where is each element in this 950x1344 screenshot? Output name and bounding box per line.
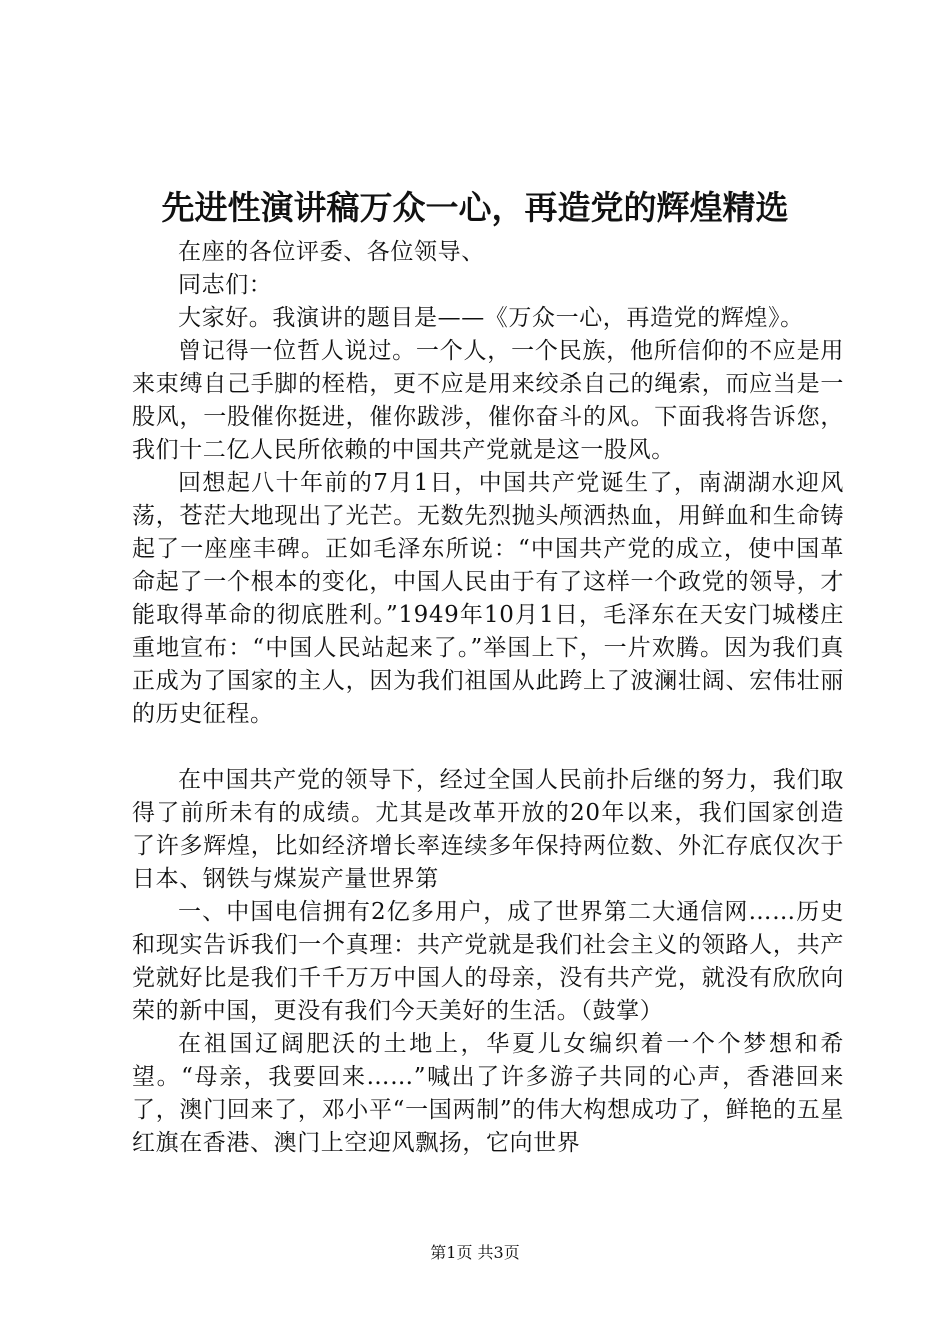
paragraph: 一、中国电信拥有2亿多用户，成了世界第二大通信网……历史和现实告诉我们一个真理：共产党就是我们社会主义的领路人，共产党就好比是我们千千万万中国人的母亲，没有共产党，就没有欣欣向荣的新中国，更没有我们今天美好的生活。（鼓掌） <box>132 899 844 1024</box>
page-footer: 第1页 共3页 <box>430 1243 520 1262</box>
document-title: 先进性演讲稿万众一心，再造党的辉煌精选 <box>161 188 789 227</box>
paragraph: 大家好。我演讲的题目是——《万众一心，再造党的辉煌》。 <box>178 305 804 331</box>
salutation-line: 在座的各位评委、各位领导、 <box>178 239 485 265</box>
salutation-line: 同志们： <box>178 272 273 298</box>
paragraph: 回想起八十年前的7月1日，中国共产党诞生了，南湖湖水迎风荡，苍茫大地现出了光芒。无数先烈抛头颅洒热血，用鲜血和生命铸起了一座座丰碑。正如毛泽东所说：“中国共产党的成立，使中国革命起了一个根本的变化，中国人民由于有了这样一个政党的领导，才能取得革命的彻底胜利。”1949年10月1日，毛泽东在天安门城楼庄重地宣布：“中国人民站起来了。”举国上下，一片欢腾。因为我们真正成为了国家的主人，因为我们祖国从此跨上了波澜壮阔、宏伟壮丽的历史征程。 <box>132 470 844 727</box>
paragraph: 在中国共产党的领导下，经过全国人民前扑后继的努力，我们取得了前所未有的成绩。尤其是改革开放的20年以来，我们国家创造了许多辉煌，比如经济增长率连续多年保持两位数、外汇存底仅次于日本、钢铁与煤炭产量世界第 <box>132 767 844 892</box>
document-body <box>132 236 844 1160</box>
paragraph: 曾记得一位哲人说过。一个人，一个民族，他所信仰的不应是用来束缚自己手脚的桎梏，更不应是用来绞杀自己的绳索，而应当是一股风，一股催你挺进，催你跋涉，催你奋斗的风。下面我将告诉您，我们十二亿人民所依赖的中国共产党就是这一股风。 <box>132 338 844 463</box>
blank-line <box>132 731 844 764</box>
paragraph: 在祖国辽阔肥沃的土地上，华夏儿女编织着一个个梦想和希望。“母亲，我要回来……”喊出了许多游子共同的心声，香港回来了，澳门回来了，邓小平“一国两制”的伟大构想成功了，鲜艳的五星红旗在香港、澳门上空迎风飘扬，它向世界 <box>132 1031 844 1156</box>
